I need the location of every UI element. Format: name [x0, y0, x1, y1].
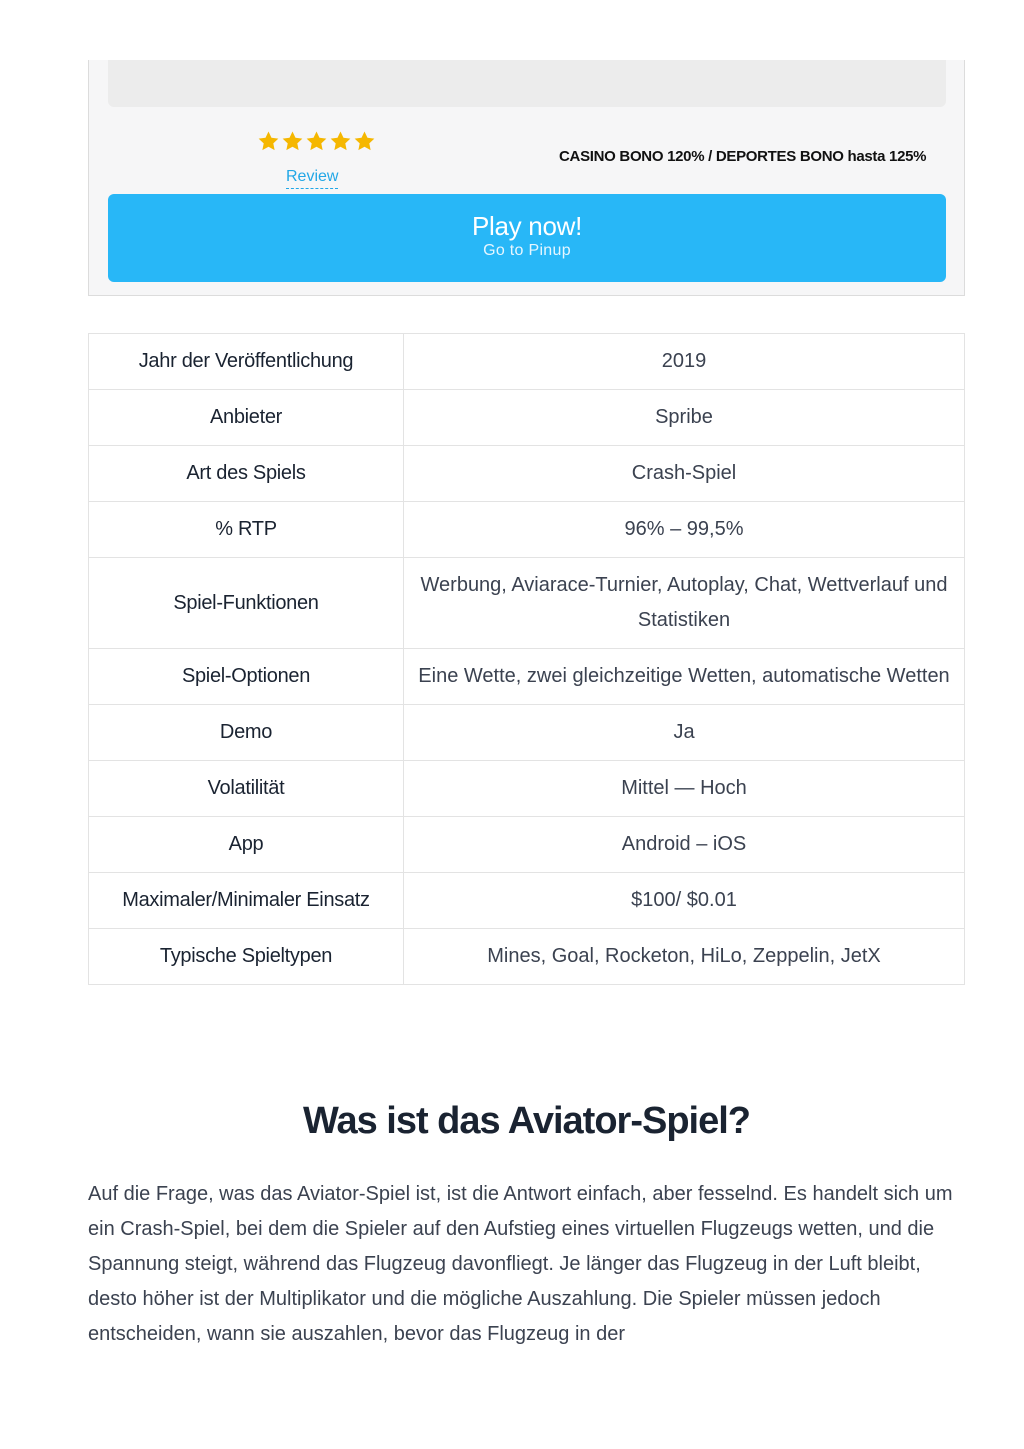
table-value: Mines, Goal, Rocketon, HiLo, Zeppelin, JetX: [404, 929, 965, 985]
table-row: [89, 502, 965, 558]
table-row: [89, 817, 965, 873]
star-icon: [281, 130, 304, 153]
section-heading: Was ist das Aviator-Spiel?: [303, 1100, 750, 1142]
table-key: Typische Spieltypen: [89, 929, 404, 985]
table-row: [89, 334, 965, 390]
table-value: Mittel — Hoch: [404, 761, 965, 817]
play-now-button[interactable]: [108, 194, 946, 282]
table-key: Anbieter: [89, 390, 404, 446]
star-icon: [257, 130, 280, 153]
table-row: [89, 761, 965, 817]
table-row: [89, 558, 965, 649]
table-value: 96% – 99,5%: [404, 502, 965, 558]
star-icon: [329, 130, 352, 153]
table-row: [89, 390, 965, 446]
game-info-table: [88, 333, 965, 985]
table-value: Ja: [404, 705, 965, 761]
casino-promo-card: [88, 60, 965, 296]
table-row: [89, 446, 965, 502]
table-value: Werbung, Aviarace-Turnier, Autoplay, Chat, Wettverlauf und Statistiken: [404, 558, 965, 649]
table-key: Volatilität: [89, 761, 404, 817]
table-key: Demo: [89, 705, 404, 761]
table-key: App: [89, 817, 404, 873]
review-link[interactable]: Review: [286, 167, 338, 189]
table-key: Art des Spiels: [89, 446, 404, 502]
table-key: Maximaler/Minimaler Einsatz: [89, 873, 404, 929]
section-paragraph: Auf die Frage, was das Aviator-Spiel ist, ist die Antwort einfach, aber fesselnd. Es handelt sich um ein Crash-Spiel, bei dem die Spieler auf den Aufstieg eines virtuellen Flugzeugs wetten, und die Spannung steigt, während das Flugzeug davonfliegt. Je länger das Flugzeug in der Luft bleibt, desto höher ist der Multiplikator und die mögliche Auszahlung. Die Spieler müssen jedoch entscheiden, wann sie auszahlen, bevor das Flugzeug in der: [88, 1183, 953, 1345]
table-value: 2019: [404, 334, 965, 390]
table-row: [89, 705, 965, 761]
table-value: $100/ $0.01: [404, 873, 965, 929]
star-icon: [353, 130, 376, 153]
table-value: Eine Wette, zwei gleichzeitige Wetten, automatische Wetten: [404, 649, 965, 705]
star-rating: [257, 130, 376, 153]
table-value: Android – iOS: [404, 817, 965, 873]
play-now-title: Play now!: [471, 211, 583, 241]
table-row: [89, 649, 965, 705]
play-now-subtitle: Go to Pinup: [483, 242, 571, 259]
table-key: Jahr der Veröffentlichung: [89, 334, 404, 390]
table-key: % RTP: [89, 502, 404, 558]
bonus-text: CASINO BONO 120% / DEPORTES BONO hasta 125%: [559, 148, 927, 165]
table-key: Spiel-Optionen: [89, 649, 404, 705]
table-value: Spribe: [404, 390, 965, 446]
table-key: Spiel-Funktionen: [89, 558, 404, 649]
star-icon: [305, 130, 328, 153]
table-value: Crash-Spiel: [404, 446, 965, 502]
table-row: [89, 929, 965, 985]
promo-banner-image: [108, 60, 946, 107]
table-row: [89, 873, 965, 929]
